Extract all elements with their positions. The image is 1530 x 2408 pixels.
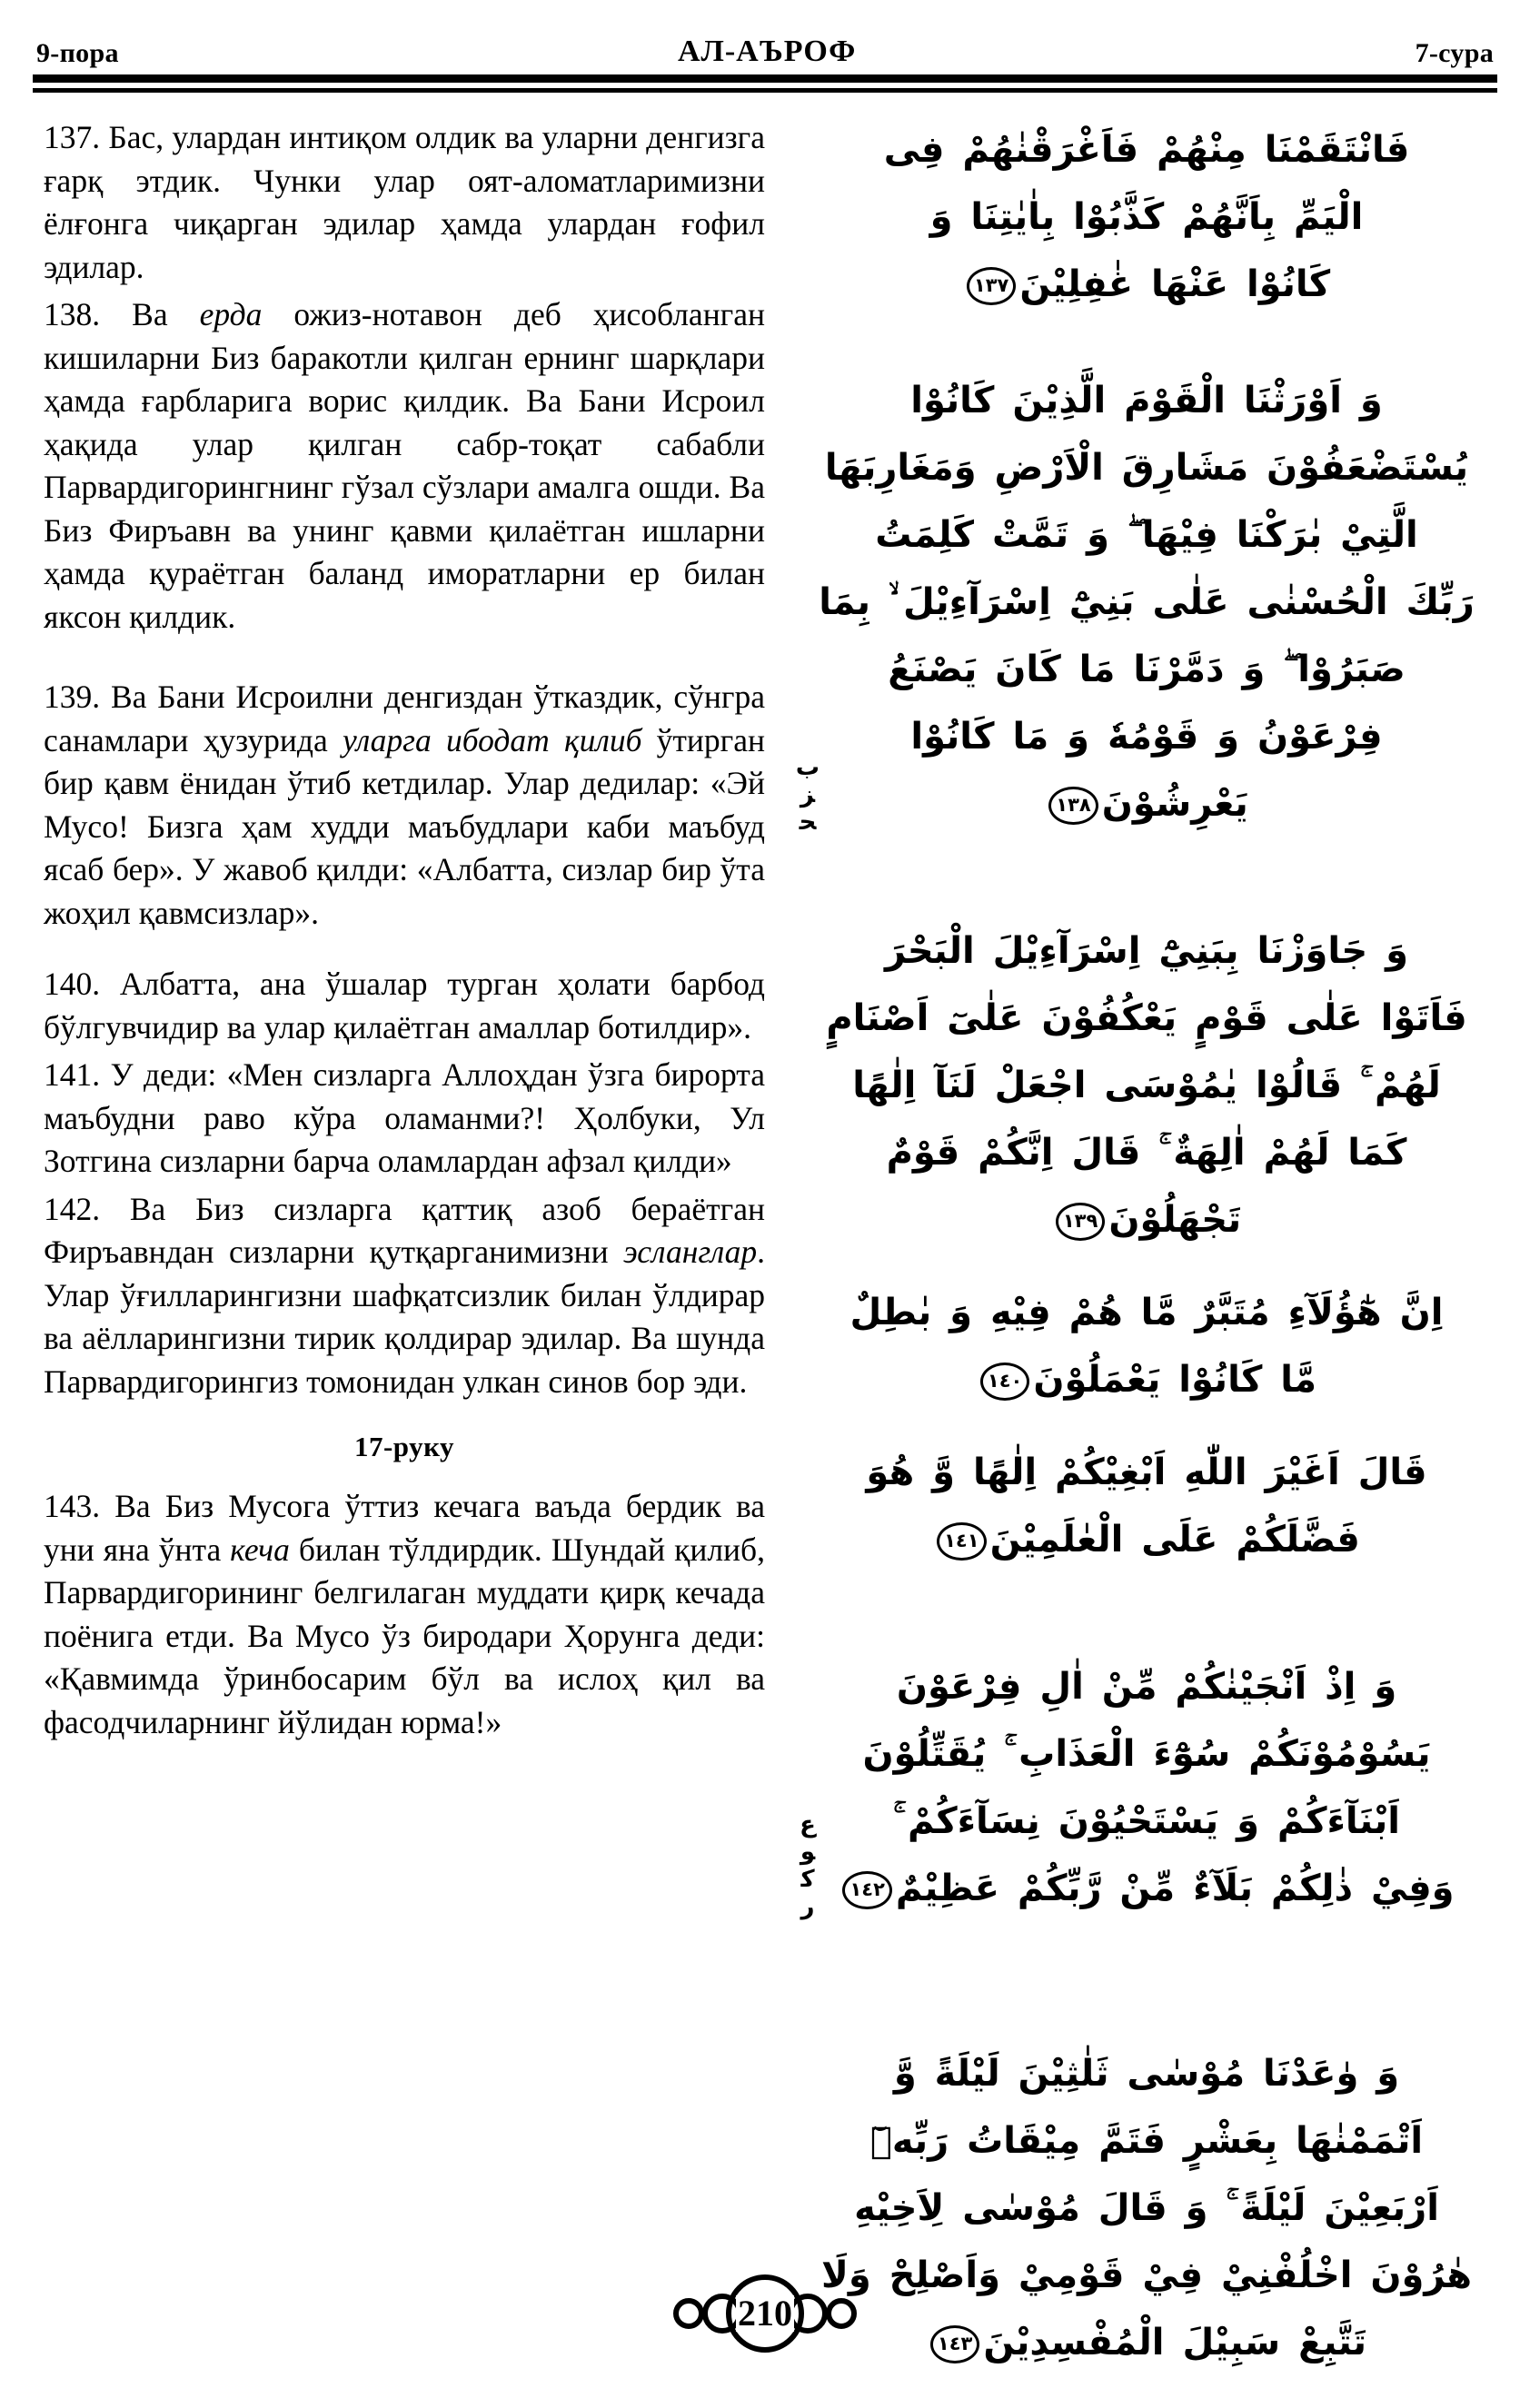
ayah-marker-138: ١٣٨ bbox=[1048, 787, 1098, 825]
running-head-surah-number: 7-сура bbox=[1415, 38, 1494, 68]
ayah-marker-139: ١٣٩ bbox=[1056, 1203, 1105, 1241]
verse-text-138-b: ожиз-нотавон деб ҳисобланган кишиларни Биз баракотли қилган ернинг шарқлари ҳамда ғарбларига ворис қилдик. Ва Бани Исроил ҳақида улар қилган сабр-тоқат сабабли Парвардигорингнинг гўзал сўзлари амалга ошди. Ва Биз Фиръавн ва унинг қавми қилаётган ишларни ҳамда қураётган баланд иморатларни ер билан яксон қилдик. bbox=[44, 296, 766, 635]
verse-140 bbox=[44, 963, 765, 1049]
verse-text-142-a: Ва Биз сизларга қаттиқ азоб бераётган Фиръавндан сизларни қутқарганимизни bbox=[44, 1190, 765, 1270]
arabic-column bbox=[785, 116, 1499, 2363]
folio bbox=[0, 2270, 1530, 2357]
verse-141 bbox=[44, 1054, 765, 1184]
arabic-line: اَتْمَمْنٰهَا بِعَشْرٍ فَتَمَّ مِيْقَاتُ رَبِّهٖٓ bbox=[869, 2120, 1424, 2162]
arabic-line: فَانْتَقَمْنَا مِنْهُمْ فَاَغْرَقْنٰهُمْ فِى bbox=[883, 129, 1410, 171]
arabic-gap-6 bbox=[800, 1931, 1494, 2040]
arabic-line: يَسُوْمُوْنَكُمْ سُوْٓءَ الْعَذَابِ ۚ يُقَتِّلُوْنَ bbox=[862, 1733, 1431, 1775]
arabic-line: كَانُوْا عَنْهَا غٰفِلِيْنَ١٣٧ bbox=[800, 251, 1494, 318]
arabic-line: وَفِيْ ذٰلِكُمْ بَلَآءٌ مِّنْ رَّبِّكُمْ عَظِيْمٌ١٤٢ bbox=[800, 1855, 1494, 1922]
verse-139 bbox=[44, 676, 765, 935]
running-head-juz: 9-пора bbox=[36, 38, 119, 68]
arabic-line: اَبْنَآءَكُمْ وَ يَسْتَحْيُوْنَ نِسَآءَكُمْ ۚ bbox=[892, 1800, 1401, 1842]
arabic-line: وَ اِذْ اَنْجَيْنٰكُمْ مِّنْ اٰلِ فِرْعَوْنَ bbox=[896, 1666, 1397, 1708]
arabic-block-137 bbox=[800, 116, 1494, 318]
arabic-gap-2 bbox=[800, 847, 1494, 917]
verse-italic-142: эсланглар bbox=[623, 1234, 758, 1270]
arabic-line: صَبَرُوْا ۖ وَ دَمَّرْنَا مَا كَانَ يَصْنَعُ bbox=[888, 649, 1406, 690]
arabic-line: هٰرُوْنَ اخْلُفْنِيْ فِيْ قَوْمِيْ وَاَصْلِحْ وَلَا bbox=[821, 2254, 1472, 2296]
verse-text-142-b: . Улар ўғилларингизни шафқатсизлик билан ўлдирар ва аёлларингизни тирик қолдирар эдилар. Ва шунда Парвардигорингиз томонидан улкан синов бор эди. bbox=[44, 1234, 765, 1400]
verse-143 bbox=[44, 1485, 765, 1744]
translation-column bbox=[31, 116, 785, 2278]
verse-text-139-a: Ва Бани Исроилни денгиздан ўтказдик, сўнгра санамлари ҳузурида bbox=[44, 679, 765, 758]
arabic-line: وَ اَوْرَثْنَا الْقَوْمَ الَّذِيْنَ كَانُوْا bbox=[910, 380, 1383, 421]
arabic-gap-5 bbox=[800, 1582, 1494, 1653]
verse-number-138: 138. bbox=[44, 296, 101, 332]
ruku-marker-icon: ﺭﻛﻮﻉ bbox=[794, 1811, 821, 1920]
verse-text-143-a: Ва Биз Мусога ўттиз кечага ваъда бердик ва уни яна ўнта bbox=[44, 1488, 765, 1568]
arabic-block-140 bbox=[800, 1279, 1494, 1413]
arabic-line: وَ وٰعَدْنَا مُوْسٰى ثَلٰثِيْنَ لَيْلَةً وَّ bbox=[893, 2053, 1400, 2095]
arabic-line: كَمَا لَهُمْ اٰلِهَةٌ ۚ قَالَ اِنَّكُمْ قَوْمٌ bbox=[886, 1132, 1407, 1174]
arabic-line: يُسْتَضْعَفُوْنَ مَشَارِقَ الْاَرْضِ وَمَغَارِبَهَا bbox=[824, 447, 1469, 489]
arabic-line: اِنَّ هٰٓؤُلَآءِ مُتَبَّرٌ مَّا هُمْ فِيْهِ وَ بٰطِلٌ bbox=[849, 1292, 1444, 1333]
verse-number-142: 142. bbox=[44, 1190, 101, 1227]
verse-text-139-b: ўтирган бир қавм ёнидан ўтиб кетдилар. Улар дедилар: «Эй Мусо! Бизга ҳам худди маъбудлари каби маъбуд ясаб бер». У жавоб қилди: «Албатта, сизлар бир ўта жоҳил қавмсизлар». bbox=[44, 721, 765, 931]
arabic-line: مَّا كَانُوْا يَعْمَلُوْنَ١٤٠ bbox=[800, 1346, 1494, 1413]
verse-138 bbox=[44, 293, 765, 639]
arabic-gap-4 bbox=[800, 1422, 1494, 1439]
ayah-marker-141: ١٤١ bbox=[937, 1522, 986, 1561]
ayah-marker-142: ١٤٢ bbox=[842, 1871, 891, 1909]
running-head-surah: АЛ-АЪРОФ bbox=[677, 35, 857, 68]
page-number: 210 bbox=[738, 2293, 792, 2334]
arabic-gap-1 bbox=[800, 327, 1494, 367]
ornament-lobe-right-outer bbox=[826, 2298, 857, 2329]
verse-text-137: Бас, улардан интиқом олдик ва уларни денгизга ғарқ этдик. Чунки улар оят-аломатларимизни ёлғонга чиқарган эдилар ҳамда улардан ғофил эдилар. bbox=[44, 119, 765, 285]
ayah-marker-143: ١٤٣ bbox=[930, 2325, 979, 2363]
ornament-lobe-left-outer bbox=[673, 2298, 704, 2329]
arabic-line: قَالَ اَغَيْرَ اللّٰهِ اَبْغِيْكُمْ اِلٰهًا وَّ هُوَ bbox=[866, 1452, 1427, 1493]
arabic-line: لَهُمْ ۚ قَالُوْا يٰمُوْسَى اجْعَلْ لَنَآ اِلٰهًا bbox=[852, 1065, 1441, 1106]
hizb-marker-icon: ﺤﺰﺏ bbox=[794, 754, 821, 836]
verse-text-138-a: Ва bbox=[100, 296, 200, 332]
folio-ornament-icon bbox=[661, 2270, 869, 2357]
arabic-block-142 bbox=[794, 1653, 1494, 1922]
arabic-line: الَّتِيْ بٰرَكْنَا فِيْهَا ۖ وَ تَمَّتْ كَلِمَتُ bbox=[875, 514, 1418, 556]
ayah-marker-137: ١٣٧ bbox=[967, 267, 1016, 305]
verse-italic-139: уларга ибодат қилиб bbox=[342, 721, 642, 758]
arabic-line: فِرْعَوْنُ وَ قَوْمُهٗ وَ مَا كَانُوْا bbox=[910, 716, 1383, 758]
verse-number-137: 137. bbox=[44, 119, 101, 155]
ayah-marker-140: ١٤٠ bbox=[980, 1363, 1029, 1401]
paragraph-gap-2 bbox=[44, 939, 765, 963]
verse-number-139: 139. bbox=[44, 679, 101, 715]
arabic-line: تَجْهَلُوْنَ١٣٩ bbox=[800, 1186, 1494, 1254]
arabic-gap-3 bbox=[800, 1263, 1494, 1279]
verse-italic-138: ерда bbox=[199, 296, 263, 332]
arabic-line: فَاَتَوْا عَلٰى قَوْمٍ يَعْكُفُوْنَ عَلٰىٓ اَصْنَامٍ bbox=[826, 997, 1467, 1039]
arabic-line: تَتَّبِعْ سَبِيْلَ الْمُفْسِدِيْنَ١٤٣ bbox=[800, 2309, 1494, 2376]
verse-number-143: 143. bbox=[44, 1488, 101, 1524]
arabic-block-141 bbox=[800, 1439, 1494, 1573]
verse-text-141: У деди: «Мен сизларга Аллоҳдан ўзга бирорта маъбудни раво кўра оламанми?! Ҳолбуки, Ул Зотгина сизларни барча оламлардан афзал қилди» bbox=[44, 1056, 765, 1179]
verse-number-141: 141. bbox=[44, 1056, 101, 1093]
paragraph-gap-1 bbox=[44, 643, 765, 676]
arabic-line: اَرْبَعِيْنَ لَيْلَةً ۚ وَ قَالَ مُوْسٰى لِاَخِيْهِ bbox=[854, 2187, 1439, 2229]
verse-number-140: 140. bbox=[44, 966, 101, 1002]
verse-text-140: Албатта, ана ўшалар турган ҳолати барбод бўлгувчидир ва улар қилаётган амаллар ботилдир». bbox=[44, 966, 765, 1045]
verse-137 bbox=[44, 116, 765, 289]
verse-italic-143: кеча bbox=[230, 1531, 290, 1568]
header-rule-thick bbox=[33, 74, 1497, 83]
arabic-line: رَبِّكَ الْحُسْنٰى عَلٰى بَنِيْٓ اِسْرَآءِيْلَ ۙ بِمَا bbox=[819, 581, 1475, 623]
verse-text-143-b: билан тўлдирдик. Шундай қилиб, Парвардигорининг белгилаган муддати қирқ кечада поёнига етди. Ва Мусо ўз биродари Ҳорунга деди: «Қавмимда ўринбосарим бўл ва ислоҳ қил ва фасодчиларнинг йўлидан юрма!» bbox=[44, 1531, 765, 1740]
verse-142 bbox=[44, 1188, 765, 1404]
running-head bbox=[31, 35, 1499, 74]
arabic-line: يَعْرِشُوْنَ١٣٨ bbox=[800, 770, 1494, 837]
arabic-line: وَ جَاوَزْنَا بِبَنِيْٓ اِسْرَآءِيْلَ الْبَحْرَ bbox=[884, 930, 1409, 972]
arabic-line: الْيَمِّ بِاَنَّهُمْ كَذَّبُوْا بِاٰيٰتِنَا وَ bbox=[929, 196, 1364, 238]
arabic-line: فَضَّلَكُمْ عَلَى الْعٰلَمِيْنَ١٤١ bbox=[800, 1506, 1494, 1573]
arabic-block-138 bbox=[794, 367, 1494, 837]
ruku-heading: 17-руку bbox=[353, 1431, 455, 1462]
arabic-block-139 bbox=[800, 917, 1494, 1254]
header-rule-thin bbox=[33, 88, 1497, 93]
